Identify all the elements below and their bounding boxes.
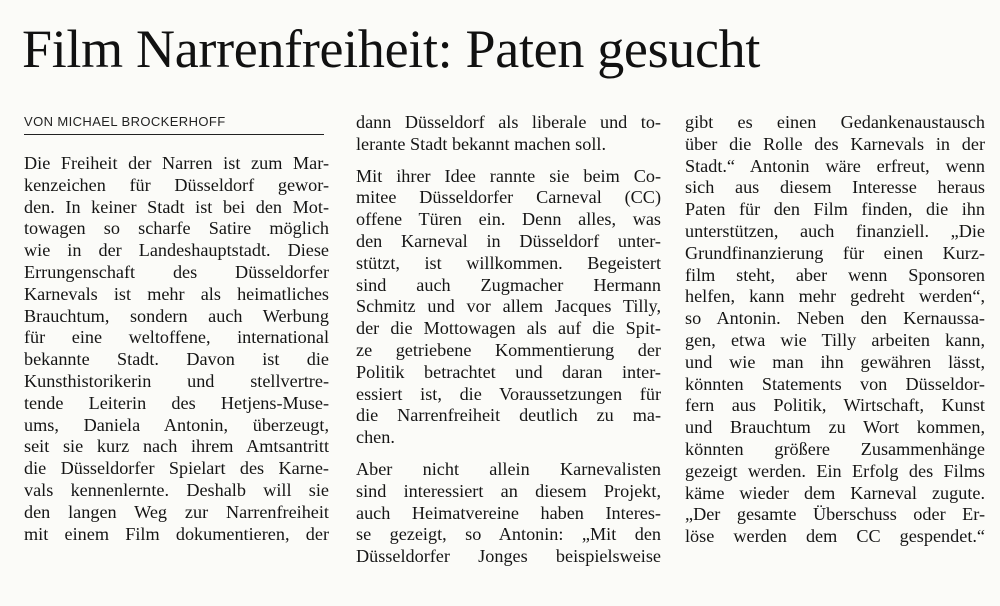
column-2-text [356,112,661,568]
text-line: mit einem Film dokumentieren, der [24,523,329,544]
text-line: käme wieder dem Karneval zugute. [685,482,985,503]
paragraph-gap [356,449,661,459]
paragraph-gap [356,156,661,166]
text-line: Düsseldorfer Jonges beispielsweise [356,546,661,567]
text-line: ze getriebene Kommentierung der [356,339,661,360]
text-line: Brauchtum, sondern auch Werbung [24,305,329,326]
text-line: Grundfinanzierung für einen Kurz- [685,242,985,263]
article-column-2 [356,112,661,568]
text-line: sind interessiert an diesem Projekt, [356,480,661,501]
text-line: seit sie kurz nach ihrem Amtsantritt [24,436,329,457]
article-headline: Film Narrenfreiheit: Paten gesucht [22,19,761,79]
text-line: Die Freiheit der Narren ist zum Mar- [24,153,329,173]
text-line: se gezeigt, so Antonin: „Mit den [356,524,661,545]
text-line: chen. [356,427,395,448]
text-line: und wie man ihn gewähren lässt, [685,351,985,372]
text-line: der die Mottowagen als auf die Spit- [356,318,661,339]
text-line: über die Rolle des Karnevals in der [685,133,985,154]
text-line: Politik betrachtet und daran inter- [356,361,661,382]
text-line: unterstützen, auch finanziell. „Die [685,220,985,241]
text-line: offene Türen ein. Denn alles, was [356,209,661,230]
text-line: fern aus Politik, Wirtschaft, Kunst [685,395,985,416]
text-line: und Brauchtum zu Wort kommen, [685,417,985,438]
text-line: towagen so scharfe Satire möglich [24,218,329,239]
text-line: „Der gesamte Überschuss oder Er- [685,504,985,525]
text-line: Paten für den Film finden, die ihn [685,199,985,220]
text-line: Stadt.“ Antonin wäre erfreut, wenn [685,155,985,176]
article-paragraph [685,112,985,548]
text-line: lerante Stadt bekannt machen soll. [356,133,606,154]
text-line: so Antonin. Neben den Kernaussa- [685,308,985,329]
text-line: könnten größere Zusammenhänge [685,438,985,459]
article-column-1 [24,112,329,545]
article-paragraph [356,112,661,156]
text-line: Kunsthistorikerin und stellvertre- [24,370,329,391]
article-paragraph [24,153,329,545]
text-line: die Düsseldorfer Spielart des Karne- [24,458,329,479]
article-column-3 [685,112,985,548]
text-line: für eine weltoffene, international [24,327,329,348]
article-paragraph [356,459,661,568]
text-line: kenzeichen für Düsseldorf gewor- [24,174,329,195]
column-3-text [685,112,985,548]
column-1-text [24,153,329,545]
article-paragraph [356,166,661,449]
text-line: Karnevals ist mehr als heimatliches [24,283,329,304]
text-line: mitee Düsseldorfer Carneval (CC) [356,187,661,208]
text-line: löse werden dem CC gespendet.“ [685,526,985,547]
text-line: gen, etwa wie Tilly arbeiten kann, [685,329,985,350]
text-line: gezeigt werden. Ein Erfolg des Films [685,460,985,481]
text-line: sich aus diesem Interesse heraus [685,177,985,198]
text-line: vals kennenlernte. Deshalb will sie [24,479,329,500]
text-line: auch Heimatvereine haben Interes- [356,502,661,523]
text-line: gibt es einen Gedankenaustausch [685,112,985,132]
text-line: essiert ist, die Voraussetzungen für [356,383,661,404]
text-line: dann Düsseldorf als liberale und to- [356,112,661,132]
text-line: Schmitz und vor allem Jacques Tilly, [356,296,661,317]
text-line: bekannte Stadt. Davon ist die [24,349,329,370]
article-byline: VON MICHAEL BROCKERHOFF [24,112,324,135]
text-line: könnten Statements von Düsseldor- [685,373,985,394]
text-line: stützt, ist willkommen. Begeistert [356,252,661,273]
text-line: wie in der Landeshauptstadt. Diese [24,240,329,261]
text-line: den langen Weg zur Narrenfreiheit [24,501,329,522]
text-line: ums, Daniela Antonin, überzeugt, [24,414,329,435]
text-line: sind auch Zugmacher Hermann [356,274,661,295]
text-line: helfen, kann mehr gedreht werden“, [685,286,985,307]
text-line: film steht, aber wenn Sponsoren [685,264,985,285]
text-line: Mit ihrer Idee rannte sie beim Co- [356,165,661,186]
text-line: die Narrenfreiheit deutlich zu ma- [356,405,661,426]
text-line: den Karneval in Düsseldorf unter- [356,230,661,251]
text-line: Aber nicht allein Karnevalisten [356,458,661,479]
text-line: tende Leiterin des Hetjens-Muse- [24,392,329,413]
text-line: den. In keiner Stadt ist bei den Mot- [24,196,329,217]
text-line: Errungenschaft des Düsseldorfer [24,261,329,282]
